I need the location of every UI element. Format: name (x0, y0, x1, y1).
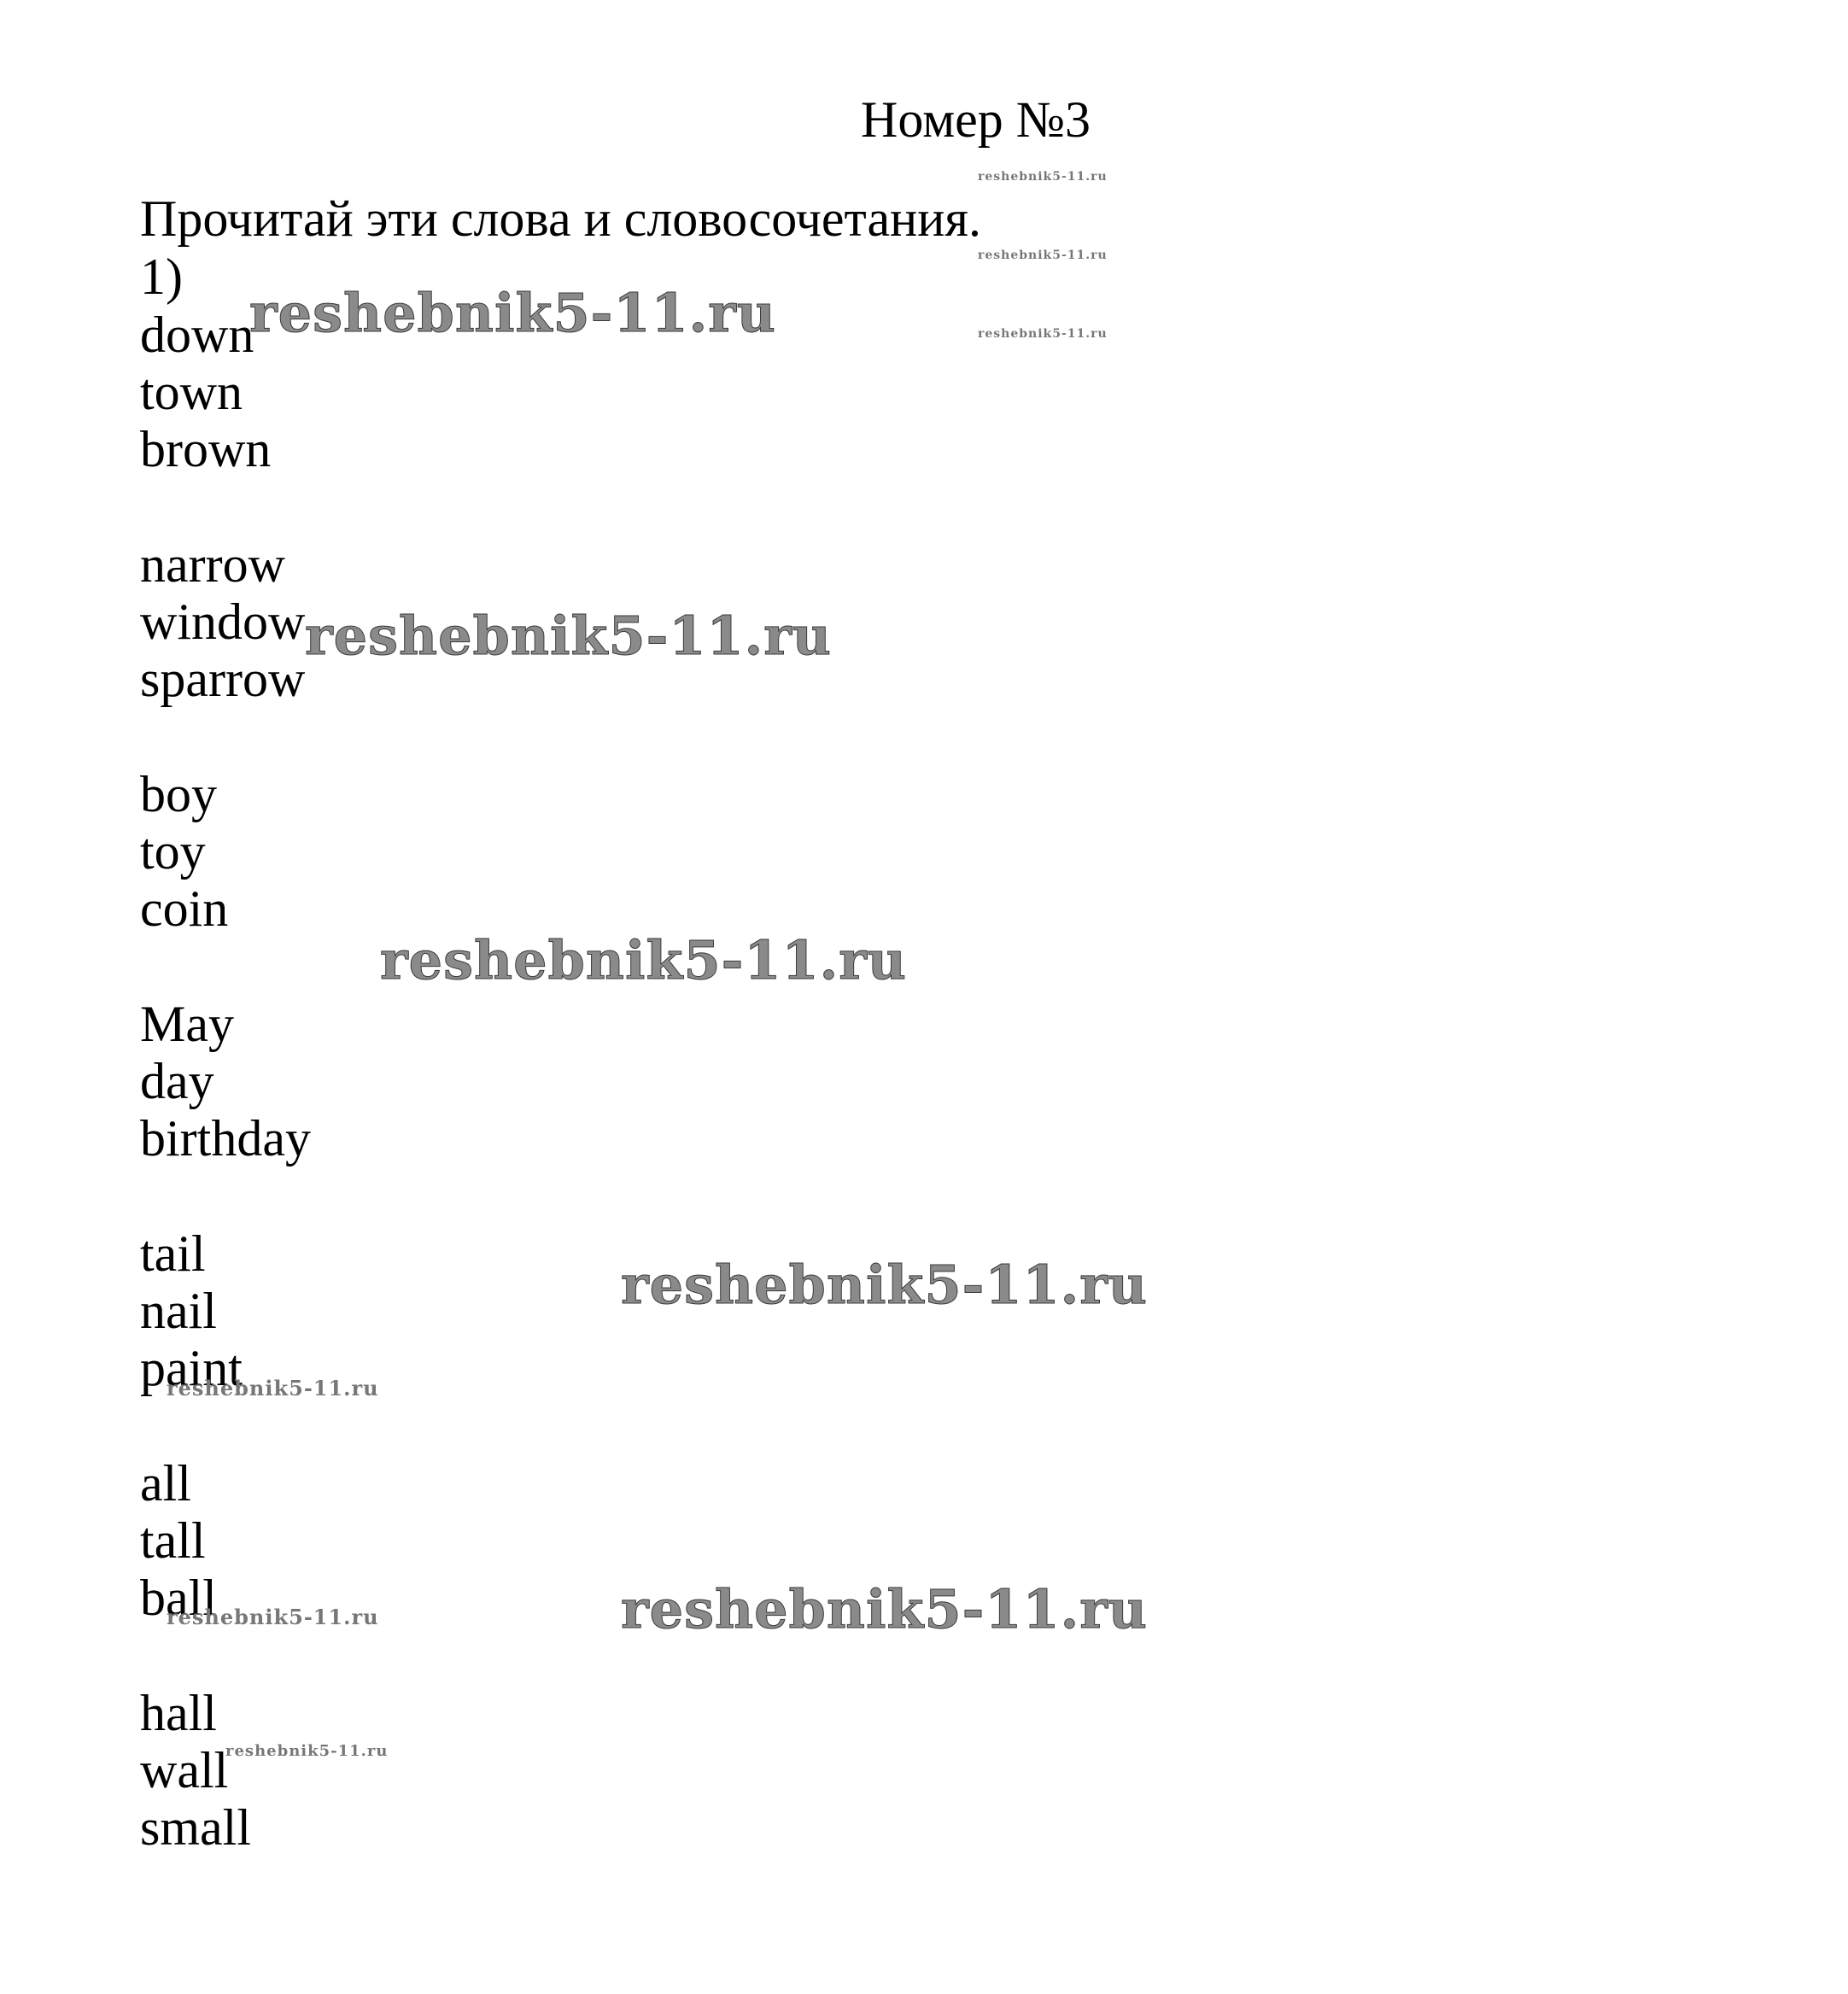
word-boy: boy (140, 766, 217, 822)
word-birthday: birthday (140, 1110, 311, 1167)
word-window: window (140, 594, 306, 650)
word-toy: toy (140, 823, 206, 880)
watermark-logo: reshebnik5-11.ru (978, 170, 1108, 184)
watermark-logo: reshebnik5-11.ru (167, 1605, 379, 1629)
word-down: down (140, 307, 254, 363)
watermark-logo: reshebnik5-11.ru (621, 1578, 1148, 1640)
watermark-logo: reshebnik5-11.ru (167, 1376, 379, 1400)
watermark-logo: reshebnik5-11.ru (978, 327, 1108, 341)
word-tall: tall (140, 1512, 206, 1569)
word-town: town (140, 364, 243, 420)
watermark-logo: reshebnik5-11.ru (305, 605, 832, 667)
watermark-logo: reshebnik5-11.ru (225, 1742, 389, 1760)
word-hall: hall (140, 1685, 217, 1741)
word-narrow: narrow (140, 536, 285, 593)
section-label: 1) (140, 249, 183, 305)
word-coin: coin (140, 880, 229, 937)
word-small: small (140, 1799, 251, 1856)
watermark-logo: reshebnik5-11.ru (380, 929, 907, 991)
word-paint: paint (140, 1340, 243, 1396)
word-wall: wall (140, 1742, 229, 1798)
watermark-logo: reshebnik5-11.ru (249, 282, 776, 344)
word-brown: brown (140, 421, 272, 477)
word-may: May (140, 996, 234, 1052)
watermark-logo: reshebnik5-11.ru (978, 249, 1108, 262)
watermark-logo: reshebnik5-11.ru (621, 1254, 1148, 1316)
word-sparrow: sparrow (140, 651, 306, 707)
title-text: Номер №3 (861, 91, 1091, 148)
word-all: all (140, 1455, 191, 1512)
word-day: day (140, 1053, 214, 1109)
instruction-text: Прочитай эти слова и словосочетания. (140, 190, 981, 247)
word-tail: tail (140, 1225, 206, 1282)
page-title (0, 85, 1848, 154)
word-ball: ball (140, 1570, 217, 1626)
word-nail: nail (140, 1283, 217, 1339)
